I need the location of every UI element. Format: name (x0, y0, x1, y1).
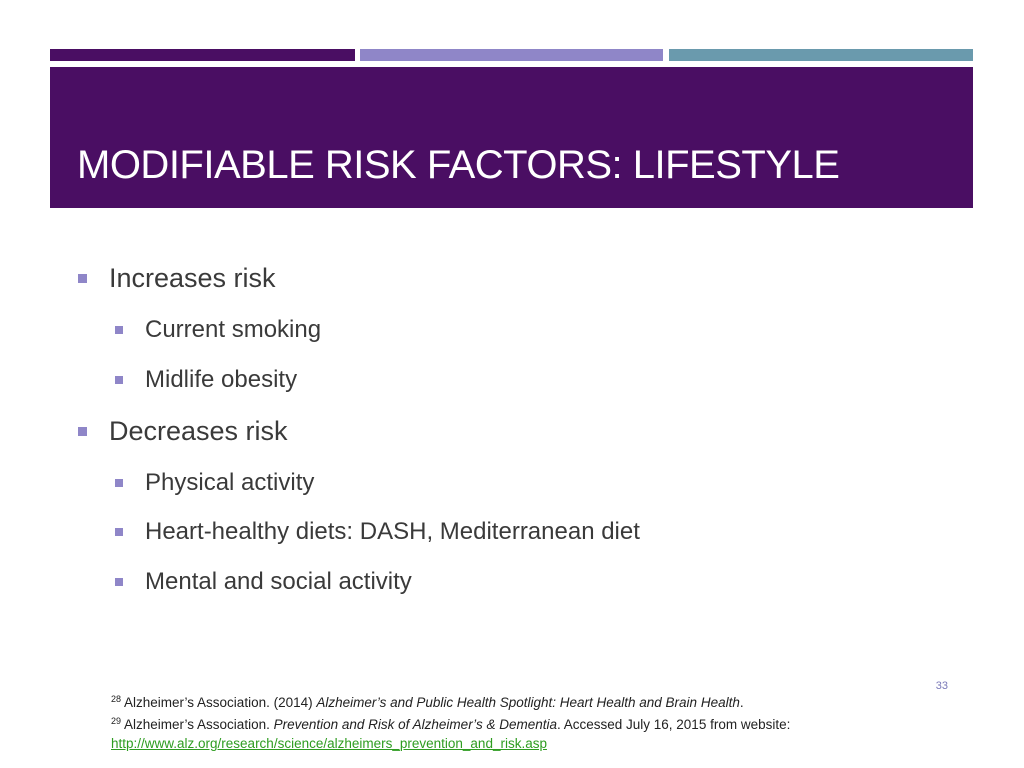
sub-bullet-mental-social-activity (115, 568, 412, 596)
square-bullet-icon (115, 326, 123, 334)
bullet-text: Mental and social activity (145, 568, 412, 595)
bullet-decreases-risk (78, 416, 288, 447)
bullet-text: Heart-healthy diets: DASH, Mediterranean diet (145, 518, 640, 545)
reference-author: Alzheimer’s Association. (124, 717, 274, 732)
bullet-increases-risk (78, 263, 276, 294)
reference-title: Alzheimer’s and Public Health Spotlight: Heart Health and Brain Health (316, 695, 740, 710)
sub-bullet-midlife-obesity (115, 366, 297, 394)
reference-link[interactable]: http://www.alz.org/research/science/alzheimers_prevention_and_risk.asp (111, 736, 547, 751)
references (111, 690, 790, 753)
sub-bullet-heart-healthy-diets (115, 518, 640, 546)
reference-title: Prevention and Risk of Alzheimer’s & Dementia (273, 717, 557, 732)
square-bullet-icon (115, 578, 123, 586)
page-number: 33 (935, 680, 948, 692)
bullet-text: Decreases risk (109, 416, 288, 446)
reference-suffix: . (739, 695, 744, 710)
square-bullet-icon (78, 427, 87, 436)
square-bullet-icon (115, 376, 123, 384)
bullet-text: Physical activity (145, 469, 315, 496)
reference-number: 29 (111, 716, 122, 726)
square-bullet-icon (115, 479, 123, 487)
reference-number: 28 (111, 694, 122, 704)
square-bullet-icon (78, 274, 87, 283)
reference-28 (111, 690, 790, 712)
reference-suffix: . Accessed July 16, 2015 from website: (556, 717, 791, 732)
reference-29 (111, 712, 790, 734)
bullet-text: Increases risk (109, 263, 276, 293)
square-bullet-icon (115, 528, 123, 536)
reference-link-line (111, 734, 790, 753)
bullet-text: Current smoking (145, 316, 322, 343)
bullet-text: Midlife obesity (145, 366, 298, 393)
slide-title: MODIFIABLE RISK FACTORS: LIFESTYLE (77, 143, 840, 187)
sub-bullet-physical-activity (115, 469, 314, 497)
reference-author: Alzheimer’s Association. (2014) (124, 695, 317, 710)
sub-bullet-current-smoking (115, 316, 321, 344)
